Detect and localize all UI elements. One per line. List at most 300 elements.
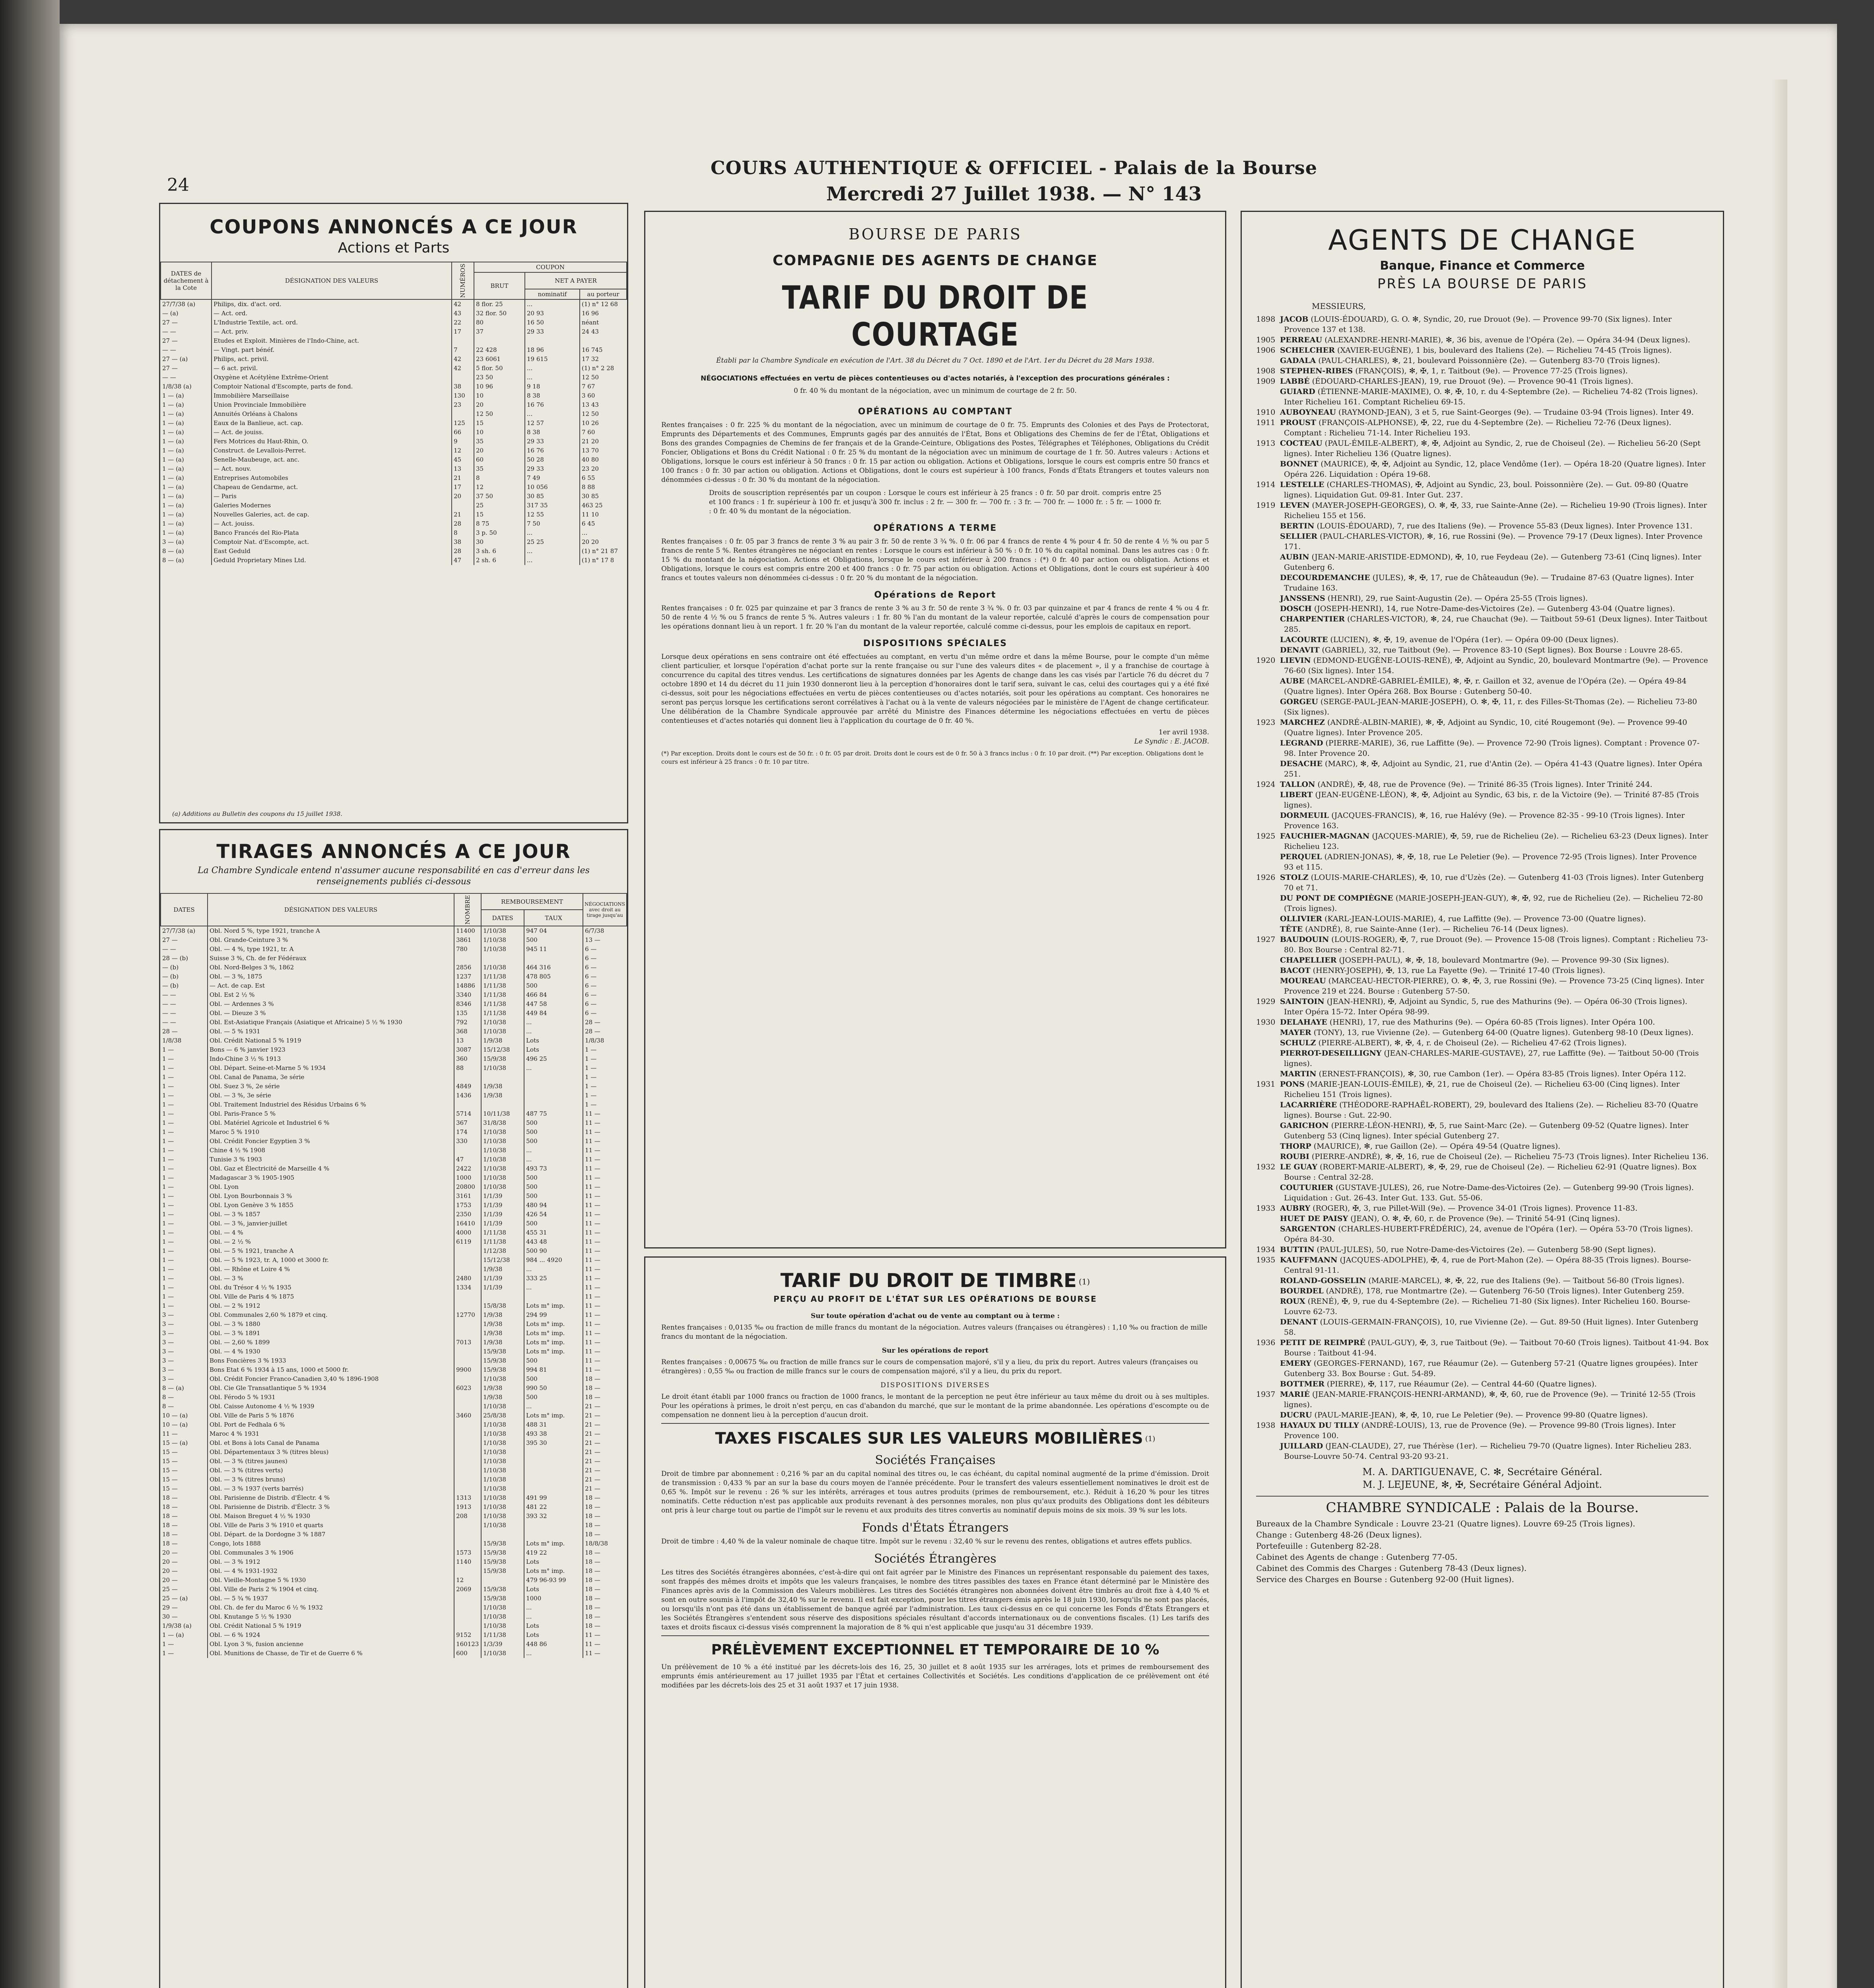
- coupon-num: 12: [452, 446, 474, 455]
- tirage-name: Bons — 6 % janvier 1923: [208, 1045, 454, 1054]
- tirage-date: 18 —: [162, 1540, 178, 1547]
- agent-name: TÊTE: [1280, 925, 1303, 934]
- page-edge-shadow: [1771, 80, 1787, 1988]
- tirage-rdate: 1/10/38: [481, 1649, 524, 1658]
- tirage-name: Bons Foncières 3 % 1933: [208, 1356, 454, 1365]
- tirage-nombre: 12770: [454, 1310, 481, 1320]
- agent-name: SARGENTON: [1280, 1225, 1336, 1233]
- coupon-porteur: (1) n° 2 28: [580, 364, 627, 373]
- tirage-date: 15 —: [162, 1458, 178, 1465]
- coupon-porteur: 12 50: [580, 373, 627, 382]
- coupon-porteur: 23 20: [580, 464, 627, 474]
- agent-detail: (ÉDOUARD-CHARLES-JEAN), 19, rue Drouot (9e). — Provence 90-41 (Trois lignes).: [1312, 377, 1633, 386]
- tirage-nego: 11 —: [583, 1109, 627, 1118]
- tirage-nego: 11 —: [583, 1192, 627, 1201]
- coupon-date: 1 — (a): [162, 447, 184, 454]
- tirage-taux: 990 50: [524, 1384, 583, 1393]
- tirage-rdate: 1/1/39: [481, 1192, 524, 1201]
- coupon-date: 1/8/38 (a): [162, 382, 192, 390]
- tirage-nego: 11 —: [583, 1320, 627, 1329]
- page-number: 24: [167, 175, 189, 195]
- coupon-row: [161, 318, 627, 327]
- tirage-date: 1 —: [162, 1202, 174, 1209]
- tirage-name: Obl. Maison Breguet 4 ½ % 1930: [208, 1512, 454, 1521]
- agent-detail: (PAUL-ÉMILE-ALBERT), ✻, ✠, Adjoint au Syndic, 2, rue de Choiseul (2e). — Richelieu 56-20 (Sept lignes). Inter Richelieu 136 (Quatre lignes).: [1284, 439, 1701, 458]
- tirage-nombre: [454, 1420, 481, 1429]
- coupon-num: 23: [452, 400, 474, 410]
- tirage-name: Obl. Communales 2,60 % 1879 et cinq.: [208, 1310, 454, 1320]
- tirage-row: [161, 936, 627, 945]
- tirage-name: Obl. Ville de Paris 3 % 1910 et quarts: [208, 1521, 454, 1530]
- agent-name: MOUREAU: [1280, 977, 1326, 985]
- tirage-nombre: 9900: [454, 1365, 481, 1375]
- tirage-rdate: 1/10/38: [481, 926, 524, 936]
- coupon-porteur: (1) n° 21 87: [580, 547, 627, 556]
- agent-name: DU PONT DE COMPIÈGNE: [1280, 894, 1393, 903]
- agent-entry: [1256, 1441, 1709, 1462]
- agent-entry: [1256, 1338, 1709, 1358]
- tirage-date: 15 — (a): [162, 1439, 188, 1447]
- agent-detail: (ANDRÉ), ✠, 48, rue de Provence (9e). — Trinité 86-35 (Trois lignes). Inter Trinité 244.: [1317, 780, 1653, 789]
- agent-entry: [1256, 1017, 1709, 1027]
- tirage-nego: 18 —: [583, 1521, 627, 1530]
- agent-entry: [1256, 376, 1709, 386]
- agent-entry: [1256, 552, 1709, 573]
- tirage-name: Obl. Est 2 ½ %: [208, 990, 454, 1000]
- coupon-brut: 35: [474, 464, 525, 474]
- agent-name: PROUST: [1280, 418, 1317, 427]
- tirage-taux: 500: [524, 1173, 583, 1182]
- tirage-taux: 488 31: [524, 1420, 583, 1429]
- tirage-date: 1 —: [162, 1284, 174, 1291]
- coupon-nominatif: 29 33: [525, 327, 580, 336]
- tirage-nego: 11 —: [583, 1274, 627, 1283]
- tirage-nombre: [454, 1356, 481, 1365]
- tirage-name: Obl. Parisienne de Distrib. d'Électr. 4 %: [208, 1493, 454, 1503]
- agent-entry: [1256, 655, 1709, 676]
- agent-name: TALLON: [1280, 780, 1315, 789]
- tirage-nombre: [454, 1429, 481, 1439]
- tirage-nombre: 135: [454, 1009, 481, 1018]
- agent-entry: [1256, 955, 1709, 965]
- tirage-nombre: [454, 1265, 481, 1274]
- coupon-name: Annuités Orléans à Chalons: [212, 410, 452, 419]
- coupon-row: [161, 346, 627, 355]
- coupon-brut: 3 sh. 6: [474, 547, 525, 556]
- taxes-t3: Les titres des Sociétés étrangères abonnées, c'est-à-dire qui ont fait agréer par le Ministre des Finances un représentant responsable du paiement des taxes, sont frappés des mêmes droits et impôts que les valeurs françaises, le nombre des titres passibles des taxes en France étant déterminé par le Ministère des Finances après avis de la Commission des Valeurs mobilières. Les titres des Sociétés étrangères non abonnées doivent être timbrés au droit fixe à 4,40 % et sont en outre soumis à l'impôt de 32,40 % sur le revenu. Il est fait exception, pour les titres étrangers émis après le 18 juin 1930, lorsqu'ils ne sont pas placés, ou lorsqu'ils n'ont pas été dans un établissement de banque agréé par l'administration. Les taux ci-dessus en ce qui concerne les Fonds d'États Étrangers et les Sociétés Étrangères s'entendent sous réserve des dispositions spéciales résultant d'accords internationaux ou de conventions fiscales. (1) Les tarifs des taxes et droits fiscaux ci-dessus visés comprennent la majoration de 8 % qui n'est applicable que jusqu'au 31 décembre 1939.: [661, 1569, 1209, 1631]
- tirage-date: 1 —: [162, 1092, 174, 1099]
- agent-year: 1911: [1256, 418, 1276, 427]
- tirage-row: [161, 1384, 627, 1393]
- tirage-rdate: 1/10/38: [481, 1457, 524, 1466]
- tirage-row: [161, 1027, 627, 1036]
- coupon-num: 42: [452, 299, 474, 309]
- tirage-row: [161, 1457, 627, 1466]
- coupon-porteur: 11 10: [580, 510, 627, 519]
- tirage-nego: 18 —: [583, 1567, 627, 1576]
- agent-entry: [1256, 738, 1709, 759]
- agent-entry: [1256, 407, 1709, 417]
- tirage-name: Obl. — Rhône et Loire 4 %: [208, 1265, 454, 1274]
- agent-detail: (KARL-JEAN-LOUIS-MARIE), 4, rue Laffitte (9e). — Provence 73-00 (Quatre lignes).: [1324, 914, 1646, 923]
- agent-detail: (JACQUES-ADOLPHE), ✠, 4, rue de Port-Mahon (2e). — Opéra 88-35 (Trois lignes). Bourse-Central 91-11.: [1284, 1256, 1691, 1275]
- tirage-name: Obl. — 3 % 1912: [208, 1557, 454, 1567]
- tirage-name: Obl. Traitement Industriel des Résidus Urbains 6 %: [208, 1100, 454, 1109]
- coupon-num: 21: [452, 474, 474, 483]
- coupon-row: [161, 446, 627, 455]
- agent-entry: [1256, 1410, 1709, 1420]
- coupon-num: 42: [452, 355, 474, 364]
- agent-detail: (HENRI), 29, rue Saint-Augustin (2e). — Opéra 25-55 (Trois lignes).: [1327, 594, 1588, 603]
- tirage-nego: 6/7/38: [583, 926, 627, 936]
- chambre-lines: [1256, 1518, 1709, 1585]
- agent-detail: (ROBERT-MARIE-ALBERT), ✻, ✠, 29, rue de Choiseul (2e). — Richelieu 62-91 (Quatre lignes). Box Bourse : Central 32-28.: [1284, 1163, 1697, 1182]
- agent-entry: [1256, 1069, 1709, 1079]
- agent-detail: (ANDRÉ), 178, rue Montmartre (2e). — Gutenberg 76-50 (Trois lignes). Inter Gutenberg 259.: [1326, 1287, 1684, 1295]
- agent-detail: (ANDRÉ-LOUIS), 13, rue de Provence (9e). — Provence 99-80 (Trois lignes). Inter Provence 100.: [1284, 1421, 1676, 1440]
- tirage-date: 1 —: [162, 1247, 174, 1255]
- tirage-name: Obl. Grande-Ceinture 3 %: [208, 936, 454, 945]
- tirage-name: Obl. Ville de Paris 4 % 1875: [208, 1292, 454, 1301]
- dispositions-title: DISPOSITIONS SPÉCIALES: [863, 639, 1008, 648]
- coupon-row: [161, 428, 627, 437]
- agent-year: 1919: [1256, 501, 1276, 510]
- tirage-nombre: 47: [454, 1155, 481, 1164]
- agent-year: 1926: [1256, 873, 1276, 882]
- tirage-date: 18 —: [162, 1494, 178, 1502]
- tirage-row: [161, 1512, 627, 1521]
- agent-entry: [1256, 914, 1709, 924]
- coupon-date: 1 — (a): [162, 419, 184, 427]
- tirage-name: Obl. — 4 %: [208, 1228, 454, 1237]
- tirage-nego: 18 —: [583, 1493, 627, 1503]
- right-column: [1241, 211, 1724, 1988]
- tirage-rdate: 1/10/38: [481, 1375, 524, 1384]
- coupon-date: 1 — (a): [162, 437, 184, 445]
- agent-name: LIBERT: [1280, 790, 1313, 799]
- tirage-nego: 11 —: [583, 1246, 627, 1256]
- coupon-num: [452, 410, 474, 419]
- tirage-date: 1 —: [162, 1128, 174, 1136]
- coupon-brut: [474, 336, 525, 346]
- tirage-taux: 464 316: [524, 963, 583, 972]
- tirage-taux: Lots m° imp.: [524, 1338, 583, 1347]
- timbre-subtitle: PERÇU AU PROFIT DE L'ÉTAT SUR LES OPÉRATIONS DE BOURSE: [773, 1294, 1097, 1304]
- chambre-line: Portefeuille : Gutenberg 82-28.: [1256, 1541, 1382, 1551]
- tirage-name: Obl. — 5 ¾ % 1937: [208, 1594, 454, 1603]
- agent-detail: (JOSEPH-HENRI), 14, rue Notre-Dame-des-Victoires (2e). — Gutenberg 43-04 (Quatre lignes).: [1314, 604, 1675, 613]
- tirage-nombre: 174: [454, 1128, 481, 1137]
- agent-year: 1920: [1256, 656, 1276, 665]
- agent-detail: (PAUL-CHARLES), ✻, 21, boulevard Poissonnière (2e). — Gutenberg 83-70 (Trois lignes).: [1318, 356, 1660, 365]
- agent-detail: (MARCEL-ANDRÉ-GABRIEL-ÉMILE), ✻, ✠, r. Gaillon et 32, avenue de l'Opéra (2e). — Opéra 49-84 (Quatre lignes). Inter Opéra 268. Box Bourse : Gutenberg 50-40.: [1284, 677, 1687, 696]
- agent-name: AUBOYNEAU: [1280, 408, 1336, 417]
- tirage-name: Madagascar 3 % 1905-1905: [208, 1173, 454, 1182]
- tirage-name: Obl. Crédit Foncier Franco-Canadien 3,40 % 1896-1908: [208, 1375, 454, 1384]
- coupon-name: Comptoir Nat. d'Escompte, act.: [212, 538, 452, 547]
- coupon-porteur: 8 88: [580, 483, 627, 492]
- coupon-porteur: 13 43: [580, 400, 627, 410]
- tirage-nego: 11 —: [583, 1649, 627, 1658]
- tirage-taux: 500: [524, 1219, 583, 1228]
- agent-year: 1934: [1256, 1245, 1276, 1254]
- tirages-rows: [161, 926, 627, 1658]
- coupon-nominatif: [525, 336, 580, 346]
- tirage-taux: [524, 1082, 583, 1091]
- coupon-row: [161, 464, 627, 474]
- tirage-rdate: [481, 954, 524, 963]
- tirage-nego: 11 —: [583, 1155, 627, 1164]
- timbre-h3: DISPOSITIONS DIVERSES: [880, 1381, 990, 1389]
- tirage-taux: 478 805: [524, 972, 583, 981]
- agent-detail: (MARIE-JEAN-LOUIS-ÉMILE), ✠, 21, rue de Choiseul (2e). — Richelieu 63-00 (Cinq lignes). Inter Richelieu 151 (Trois lignes).: [1284, 1080, 1680, 1099]
- agent-detail: (LOUIS-ROGER), ✠, 7, rue Drouot (9e). — Provence 15-08 (Trois lignes). Comptant : Richelieu 73-80. Box Bourse : Central 82-71.: [1284, 935, 1708, 954]
- tirage-nombre: 1436: [454, 1091, 481, 1100]
- tirage-date: 1 —: [162, 1256, 174, 1264]
- agent-detail: (PIERRE-ALBERT), ✻, ✠, 4, r. de Choiseul (2e). — Richelieu 47-62 (Trois lignes).: [1318, 1039, 1627, 1047]
- agent-detail: (CHARLES-VICTOR), ✻, 24, rue Chauchat (9e). — Taitbout 59-61 (Deux lignes). Inter Taitbout 285.: [1284, 615, 1707, 634]
- coupon-date: 1 — (a): [162, 410, 184, 417]
- col-dates: DATES de détachement à la Cote: [161, 262, 212, 299]
- tir-col-nego: NÉGOCIATIONS avec droit au tirage jusqu'au: [583, 893, 627, 926]
- agent-detail: (JACQUES-MARIE), ✠, 59, rue de Richelieu (2e). — Richelieu 63-23 (Deux lignes). Inter Richelieu 123.: [1284, 832, 1708, 851]
- tirage-name: Obl. — 3 % 1880: [208, 1320, 454, 1329]
- agent-name: AUBIN: [1280, 553, 1309, 561]
- col-numeros: NUMÉROS: [452, 262, 474, 299]
- tirage-row: [161, 972, 627, 981]
- tirage-rdate: 15/9/38: [481, 1539, 524, 1548]
- agent-name: KAUFFMANN: [1280, 1256, 1338, 1264]
- tirage-row: [161, 1548, 627, 1557]
- agent-detail: (PIERRE-MARIE), 36, rue Laffitte (9e). — Provence 72-90 (Trois lignes). Comptant : Provence 07-98. Inter Provence 20.: [1284, 739, 1700, 758]
- tirage-row: [161, 1649, 627, 1658]
- agent-entry: [1256, 676, 1709, 697]
- coupon-name: Union Provinciale Immobilière: [212, 400, 452, 410]
- tirage-nombre: [454, 1539, 481, 1548]
- coupon-num: 22: [452, 318, 474, 327]
- tirage-row: [161, 1347, 627, 1356]
- coupon-row: [161, 373, 627, 382]
- coupon-name: — Vingt. part bénéf.: [212, 346, 452, 355]
- tirage-nego: 11 —: [583, 1283, 627, 1292]
- report-text: Rentes françaises : 0 fr. 025 par quinzaine et par 3 francs de rente 3 % au 3 fr. 50 de rente 3 ¾ %. 0 fr. 03 par quinzaine et par 4 francs de rente 4 % ou 4 fr. 50 de rente 4 ½ % ou 5 francs de rente 5 %. Autres valeurs : 1 fr. 80 % l'an du montant de la valeur reportée, calculé d'après le cours de compensation pour les opérations donnant lieu à un report. 1 fr. 20 % l'an du montant de la valeur reportée, calculé comme ci-dessus, pour les emplois de capitaux en report.: [661, 604, 1209, 631]
- agent-entry: [1256, 976, 1709, 996]
- tirage-row: [161, 1621, 627, 1631]
- tirage-rdate: 1/10/38: [481, 1439, 524, 1448]
- tirage-row: [161, 1375, 627, 1384]
- souscription-text: Droits de souscription représentés par un coupon : Lorsque le cours est inférieur à 25 francs : 0 fr. 50 par droit. compris entre 25 et 100 francs : 1 fr. supérieur à 100 fr. et jusqu'à 300 fr. inclus : 2 fr. — 300 fr. — 700 fr. : 3 fr. — 700 fr. — 1000 fr. : 5 fr. — 1000 fr. : 0 fr. 40 % du montant de la négociation.: [709, 489, 1161, 515]
- tir-col-dates: DATES: [161, 893, 208, 926]
- tirage-row: [161, 1082, 627, 1091]
- tirage-row: [161, 1603, 627, 1612]
- coupon-nominatif: ...: [525, 299, 580, 309]
- tirage-nego: 28 —: [583, 1018, 627, 1027]
- agent-detail: (JEAN-HENRI), ✠, Adjoint au Syndic, 5, rue des Mathurins (9e). — Opéra 06-30 (Trois lignes). Inter Opéra 15-72. Inter Opéra 98-99.: [1284, 997, 1688, 1016]
- tirage-nego: 1 —: [583, 1064, 627, 1073]
- coupon-date: 1 — (a): [162, 520, 184, 527]
- tirage-name: Obl. — 2,60 % 1899: [208, 1338, 454, 1347]
- tirage-row: [161, 1320, 627, 1329]
- tirage-taux: Lots m° imp.: [524, 1411, 583, 1420]
- tirage-rdate: [481, 1576, 524, 1585]
- tirage-row: [161, 981, 627, 990]
- courtage-box: [644, 211, 1226, 1248]
- tirage-name: Obl. Parisienne de Distrib. d'Électr. 3 %: [208, 1503, 454, 1512]
- coupon-name: Chapeau de Gendarme, act.: [212, 483, 452, 492]
- tirage-nego: 11 —: [583, 1329, 627, 1338]
- agent-entry: [1256, 335, 1709, 345]
- tirage-date: 1 —: [162, 1229, 174, 1237]
- tirage-nombre: [454, 1246, 481, 1256]
- agent-name: LACARRIÈRE: [1280, 1101, 1337, 1109]
- tirage-date: 1 —: [162, 1174, 174, 1182]
- coupon-num: 8: [452, 528, 474, 538]
- tirage-nombre: 330: [454, 1137, 481, 1146]
- tirage-date: 18 —: [162, 1531, 178, 1538]
- tirage-row: [161, 1210, 627, 1219]
- tirage-row: [161, 1576, 627, 1585]
- agent-detail: (PAUL-MARIE-JEAN), ✻, ✠, 10, rue Le Peletier (9e). — Provence 99-80 (Quatre lignes).: [1314, 1411, 1648, 1419]
- coupon-date: 27 — (a): [162, 355, 188, 363]
- coupon-date: 1 — (a): [162, 465, 184, 472]
- tirage-taux: [524, 954, 583, 963]
- tirage-nego: 13 —: [583, 936, 627, 945]
- coupon-brut: 23 6061: [474, 355, 525, 364]
- agent-detail: (THÉODORE-RAPHAËL-ROBERT), 29, boulevard des Italiens (2e). — Richelieu 83-70 (Quatre lignes). Bourse : Gut. 22-90.: [1284, 1101, 1698, 1120]
- tirage-rdate: 1/10/38: [481, 1420, 524, 1429]
- tirage-rdate: 1/10/38: [481, 1173, 524, 1182]
- agent-name: SCHELCHER: [1280, 346, 1335, 355]
- agent-entry: [1256, 459, 1709, 480]
- coupon-date: 1 — (a): [162, 483, 184, 491]
- tirage-nego: 6 —: [583, 1009, 627, 1018]
- tirage-taux: 443 48: [524, 1237, 583, 1246]
- coupon-brut: 15: [474, 510, 525, 519]
- tirage-name: Obl. Port de Fedhala 6 %: [208, 1420, 454, 1429]
- agent-entry: [1256, 366, 1709, 376]
- tirage-taux: Lots: [524, 1045, 583, 1054]
- agent-name: CHAPELLIER: [1280, 956, 1337, 965]
- tirage-name: Obl. — Dieuze 3 %: [208, 1009, 454, 1018]
- coupon-row: [161, 556, 627, 565]
- agent-detail: (JEAN-CHARLES-MARIE-GUSTAVE), 27, rue Laffitte (9e). — Taitbout 50-00 (Trois lignes).: [1284, 1049, 1699, 1068]
- tirage-taux: 395 30: [524, 1439, 583, 1448]
- coupon-date: 27 —: [162, 337, 178, 344]
- tirage-nego: 18 —: [583, 1603, 627, 1612]
- agent-name: LESTELLE: [1280, 480, 1324, 489]
- tirage-date: 10 — (a): [162, 1412, 188, 1419]
- tirage-rdate: 10/11/38: [481, 1109, 524, 1118]
- agent-name: GORGEU: [1280, 697, 1318, 706]
- tirage-rdate: 1/10/38: [481, 963, 524, 972]
- tirage-rdate: 1/9/38: [481, 1036, 524, 1045]
- coupon-brut: 3 p. 50: [474, 528, 525, 538]
- tirage-rdate: [481, 1100, 524, 1109]
- tirage-rdate: 1/9/38: [481, 1091, 524, 1100]
- tirage-taux: 448 86: [524, 1640, 583, 1649]
- tirage-nego: 21 —: [583, 1429, 627, 1439]
- tirage-nego: 11 —: [583, 1164, 627, 1173]
- coupon-name: L'Industrie Textile, act. ord.: [212, 318, 452, 327]
- agent-year: 1909: [1256, 377, 1276, 386]
- tirage-name: Obl. — 6 % 1924: [208, 1631, 454, 1640]
- tirage-date: 8 —: [162, 1403, 174, 1410]
- agent-entry: [1256, 934, 1709, 955]
- tirage-rdate: 1/10/38: [481, 1521, 524, 1530]
- coupon-nominatif: 16 76: [525, 400, 580, 410]
- tirage-nego: 11 —: [583, 1347, 627, 1356]
- agent-name: MARIÉ: [1280, 1390, 1310, 1399]
- agent-entry: [1256, 1255, 1709, 1276]
- agent-name: BOTTMER: [1280, 1380, 1324, 1388]
- agent-name: DENANT: [1280, 1318, 1318, 1326]
- tirage-nego: 11 —: [583, 1201, 627, 1210]
- coupon-nominatif: 8 38: [525, 391, 580, 400]
- agent-entry: [1256, 831, 1709, 852]
- tirage-rdate: 15/9/38: [481, 1567, 524, 1576]
- tirage-row: [161, 1064, 627, 1073]
- tirage-nego: 11 —: [583, 1128, 627, 1137]
- courtage-footnotes: (*) Par exception. Droits dont le cours est de 50 fr. : 0 fr. 05 par droit. Droits dont le cours est de 0 fr. 50 à 3 francs inclus : 0 fr. 10 par droit. (**) Par exception. Obligations dont le cours est inférieur à 25 francs : 0 fr. 10 par titre.: [661, 750, 1204, 765]
- tirage-row: [161, 1192, 627, 1201]
- tirage-name: Congo, lots 1888: [208, 1539, 454, 1548]
- prelevement-text: Un prélèvement de 10 % a été institué par les décrets-lois des 16, 25, 30 juillet et 8 août 1935 sur les arrérages, lots et primes de remboursement des emprunts émis antérieurement au 17 juillet 1935 par l'État et certaines Collectivités et Sociétés. Les conditions d'application de ce prélèvement ont été modifiées par les décrets-lois des 25 et 31 août 1937 et 17 juin 1938.: [661, 1663, 1209, 1689]
- coupon-name: Immobilière Marseillaise: [212, 391, 452, 400]
- tirage-taux: 500: [524, 1356, 583, 1365]
- agent-detail: (JOSEPH-PAUL), ✻, ✠, 18, boulevard Montmartre (9e). — Provence 99-30 (Six lignes).: [1339, 956, 1669, 965]
- tirage-date: 15 —: [162, 1476, 178, 1483]
- chambre-line: Service des Charges en Bourse : Gutenberg 92-00 (Huit lignes).: [1256, 1574, 1514, 1584]
- tirage-date: 27/7/38 (a): [162, 927, 196, 935]
- tirage-rdate: 1/9/38: [481, 1082, 524, 1091]
- agent-name: BOURDEL: [1280, 1287, 1324, 1295]
- coupon-name: — Act. de jouiss.: [212, 428, 452, 437]
- col-designation: DÉSIGNATION DES VALEURS: [212, 262, 452, 299]
- tirage-rdate: 15/9/38: [481, 1594, 524, 1603]
- agent-detail: (GEORGES-FERNAND), 167, rue Réaumur (2e). — Gutenberg 57-21 (Quatre lignes groupées). Inter Gutenberg 33. Box Bourse : Gut. 54-89.: [1284, 1359, 1698, 1378]
- tirage-rdate: 1/9/38: [481, 1384, 524, 1393]
- tirage-name: Maroc 4 % 1931: [208, 1429, 454, 1439]
- coupon-brut: 25: [474, 501, 525, 510]
- agent-detail: (GUSTAVE-JULES), 26, rue Notre-Dame-des-Victoires (2e). — Gutenberg 99-90 (Trois lignes). Liquidation : Gut. 26-43. Inter Gut. 133. Gut. 55-06.: [1284, 1183, 1694, 1202]
- tirage-nego: 11 —: [583, 1265, 627, 1274]
- tirage-name: Obl. — 3 % (titres bruns): [208, 1475, 454, 1484]
- tirage-name: Obl. Nord-Belges 3 %, 1862: [208, 963, 454, 972]
- tirage-nego: 21 —: [583, 1439, 627, 1448]
- coupon-porteur: 3 60: [580, 391, 627, 400]
- tirage-row: [161, 1256, 627, 1265]
- tirage-nombre: 208: [454, 1512, 481, 1521]
- tirage-rdate: 1/9/38: [481, 1265, 524, 1274]
- tirage-name: Obl. — 2 % 1912: [208, 1301, 454, 1310]
- tirage-date: 30 —: [162, 1613, 178, 1621]
- tirage-rdate: 1/9/38: [481, 1393, 524, 1402]
- tirage-taux: 984 ... 4920: [524, 1256, 583, 1265]
- tirage-date: 1 —: [162, 1650, 174, 1657]
- courtage-intro: Établi par la Chambre Syndicale en exécution de l'Art. 38 du Décret du 7 Oct. 1890 et de l'Art. 1er du Décret du 28 Mars 1938.: [716, 357, 1154, 365]
- agent-entry: [1256, 924, 1709, 934]
- agent-entry: [1256, 593, 1709, 604]
- tirage-rdate: 1/10/38: [481, 1603, 524, 1612]
- coupon-num: 7: [452, 346, 474, 355]
- tirage-nego: 11 —: [583, 1210, 627, 1219]
- agent-name: LACOURTE: [1280, 635, 1328, 644]
- tirage-rdate: 1/11/38: [481, 1237, 524, 1246]
- tirage-name: Obl. — 4 % 1930: [208, 1347, 454, 1356]
- tirage-date: 1 —: [162, 1064, 174, 1072]
- tirage-row: [161, 1018, 627, 1027]
- agent-detail: (JEAN), O. ✻, ✠, 60, r. de Provence (9e). — Trinité 54-91 (Cinq lignes).: [1350, 1214, 1620, 1223]
